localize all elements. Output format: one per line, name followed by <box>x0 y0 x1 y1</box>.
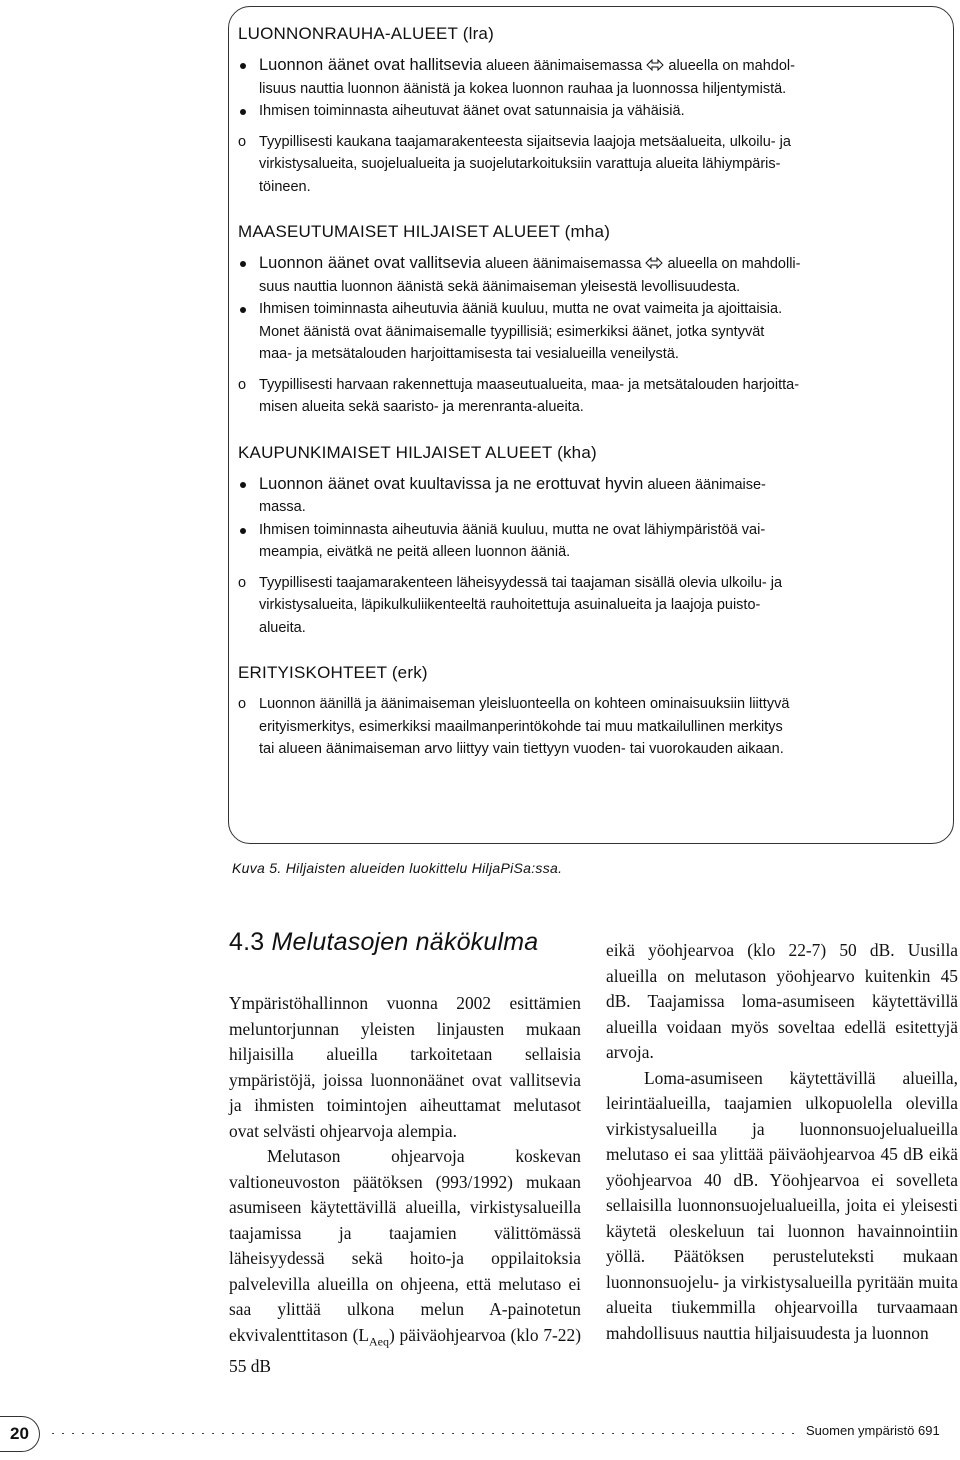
bullet-text: meampia, eivätkä ne peitä alleen luonnon ääniä. <box>259 544 571 560</box>
section-title-lra: LUONNONRAUHA-ALUEET (lra) <box>238 24 494 43</box>
paragraph: Ympäristöhallinnon vuonna 2002 esittämien meluntorjunnan yleisten linjausten mukaan hiljaisilla alueilla tarkoitetaan sellaisia ympäristöjä, joissa luonnonäänet ovat vallitsevia ja ihmisten toimintojen aiheuttamat melutasot ovat selvästi ohjearvoja alempia. <box>229 993 581 1141</box>
o-line: alueita. <box>259 619 306 636</box>
bullet-item <box>238 100 950 123</box>
figure-caption: Kuva 5. Hiljaisten alueiden luokittelu HiljaPiSa:ssa. <box>232 860 563 876</box>
section-number: 4.3 <box>229 928 265 956</box>
paragraph-text: ) päiväohjearvoa (klo 7-22) 55 dB <box>229 1324 581 1377</box>
bullet-strong-text: Luonnon äänet ovat kuultavissa ja ne erottuvat hyvin <box>259 474 644 493</box>
bullet-strong-text: Luonnon äänet ovat vallitsevia <box>259 254 481 272</box>
bullet-item <box>238 298 950 366</box>
bullet-strong-text: Luonnon äänet ovat hallitsevia <box>259 56 482 74</box>
bullet-text: maa- ja metsätalouden harjoittamisesta tai vesialueilla veneilystä. <box>259 346 679 362</box>
paragraph <box>229 1144 581 1380</box>
o-item <box>238 693 950 761</box>
bullet-text: alueen äänimaise- <box>647 476 766 493</box>
double-arrow-icon <box>645 257 663 269</box>
section-heading <box>229 928 538 957</box>
circle-bullet-icon: o <box>238 376 247 393</box>
bullet-text: alueen äänimaisemassa <box>485 58 643 74</box>
section-title-mha: MAASEUTUMAISET HILJAISET ALUEET (mha) <box>238 222 611 241</box>
classification-content <box>238 22 950 761</box>
section-title-erk: ERITYISKOHTEET (erk) <box>238 663 428 682</box>
double-arrow-icon <box>646 59 664 71</box>
o-item <box>238 374 950 419</box>
o-item <box>238 131 950 199</box>
bullet-item <box>238 54 950 100</box>
bullet-text: suus nauttia luonnon äänistä sekä äänimaiseman yleisestä levollisuudesta. <box>259 278 741 295</box>
o-line: Luonnon äänillä ja äänimaiseman yleisluonteella on kohteen ominaisuuksiin liittyvä <box>259 696 790 712</box>
o-line: Tyypillisesti harvaan rakennettuja maaseutualueita, maa- ja metsätalouden harjoitta- <box>259 376 800 393</box>
bullet-item <box>238 519 950 564</box>
circle-bullet-icon: o <box>238 696 247 712</box>
bullet-text: Ihmisen toiminnasta aiheutuvia ääniä kuuluu, mutta ne ovat lähiympäristöä vai- <box>259 521 766 538</box>
body-column-right <box>606 938 958 1346</box>
o-line: Tyypillisesti taajamarakenteen läheisyydessä tai taajaman sisällä olevia ulkoilu- ja <box>259 574 783 591</box>
o-line: misen alueita sekä saaristo- ja merenranta-alueita. <box>259 399 584 415</box>
section-heading-title: Melutasojen näkökulma <box>271 928 539 956</box>
bullet-text: massa. <box>259 499 306 515</box>
o-line: töineen. <box>259 178 311 195</box>
circle-bullet-icon: o <box>238 574 247 591</box>
o-line: virkistysalueita, suojelualueita ja suojelutarkoituksiin varattuja alueita lähiympäris- <box>259 156 781 172</box>
circle-bullet-icon: o <box>238 133 247 150</box>
bullet-text: alueella on mahdolli- <box>667 256 801 272</box>
bullet-text: alueen äänimaisemassa <box>485 256 642 272</box>
o-line: Tyypillisesti kaukana taajamarakenteesta sijaitsevia laajoja metsäalueita, ulkoilu- ja <box>259 133 791 150</box>
section-title-kha: KAUPUNKIMAISET HILJAISET ALUEET (kha) <box>238 442 597 462</box>
o-item <box>238 572 950 640</box>
footer-dotted-rule <box>48 1432 794 1434</box>
bullet-item <box>238 252 950 298</box>
bullet-text: lisuus nauttia luonnon äänistä ja kokea luonnon rauhaa ja luonnossa hiljentymistä. <box>259 80 787 97</box>
bullet-text: Ihmisen toiminnasta aiheutuvia ääniä kuuluu, mutta ne ovat vaimeita ja ajoittaisia. <box>259 301 783 317</box>
publication-series: Suomen ympäristö 691 <box>806 1423 940 1438</box>
paragraph: Loma-asumiseen käytettävillä alueilla, leirintäalueilla, taajamien ulkopuolella olevilla virkistysalueilla ja luonnonsuojelualueilla melutaso ei saa ylittää päiväohjearvoa 45 dB eikä yöohjearvoa 40 dB. Yöohjearvoa ei sovelleta sellaisilla luonnonsuojelualueilla, joita ei yleisesti käytetä oleskeluun tai luonnon havainnointiin yöllä. Päätöksen perusteluteksti mukaan luonnonsuojelu- ja virkistysalueilla pyritään muita alueita tiukemmilla ohjearvoilla turvaamaan mahdollisuus nauttia hiljaisuudesta ja luonnon <box>606 1067 958 1343</box>
bullet-text: Ihmisen toiminnasta aiheutuvat äänet ovat satunnaisia ja vähäisiä. <box>259 103 685 119</box>
bullet-text: alueella on mahdol- <box>668 58 795 74</box>
o-line: virkistysalueita, läpikulkuliikenteeltä rauhoitettuja asuinalueita ja laajoja puisto- <box>259 597 761 613</box>
bullet-text: Monet äänistä ovat äänimaisemalle tyypillisiä; esimerkiksi äänet, jotka syntyvät <box>259 323 765 340</box>
subscript: Aeq <box>369 1333 389 1348</box>
o-line: erityismerkitys, esimerkiksi maailmanperintökohde tai muu matkailullinen merkitys <box>259 718 783 735</box>
page-number: 20 <box>0 1416 40 1452</box>
bullet-item <box>238 473 950 519</box>
paragraph: eikä yöohjearvoa (klo 22-7) 50 dB. Uusilla alueilla on melutason yöohjearvo kuitenkin 45 dB. Taajamissa loma-asumiseen käytettävillä alueilla voidaan myös soveltaa edellä esitettyjä arvoja. <box>606 940 958 1062</box>
body-column-left <box>229 991 581 1380</box>
paragraph-text: Melutason ohjearvoja koskevan valtioneuvoston päätöksen (993/1992) mukaan asumiseen käytettävillä alueilla, virkistysalueilla taajamissa ja taajamien välittömässä läheisyydessä sekä hoito-ja oppilaitoksia palvelevilla alueilla on ohjeena, että melutaso ei saa ylittää ulkona melun A-painotetun ekvivalenttitason (L <box>229 1146 581 1345</box>
o-line: tai alueen äänimaiseman arvo liittyy vain tiettyyn vuoden- tai vuorokauden aikaan. <box>259 741 784 757</box>
